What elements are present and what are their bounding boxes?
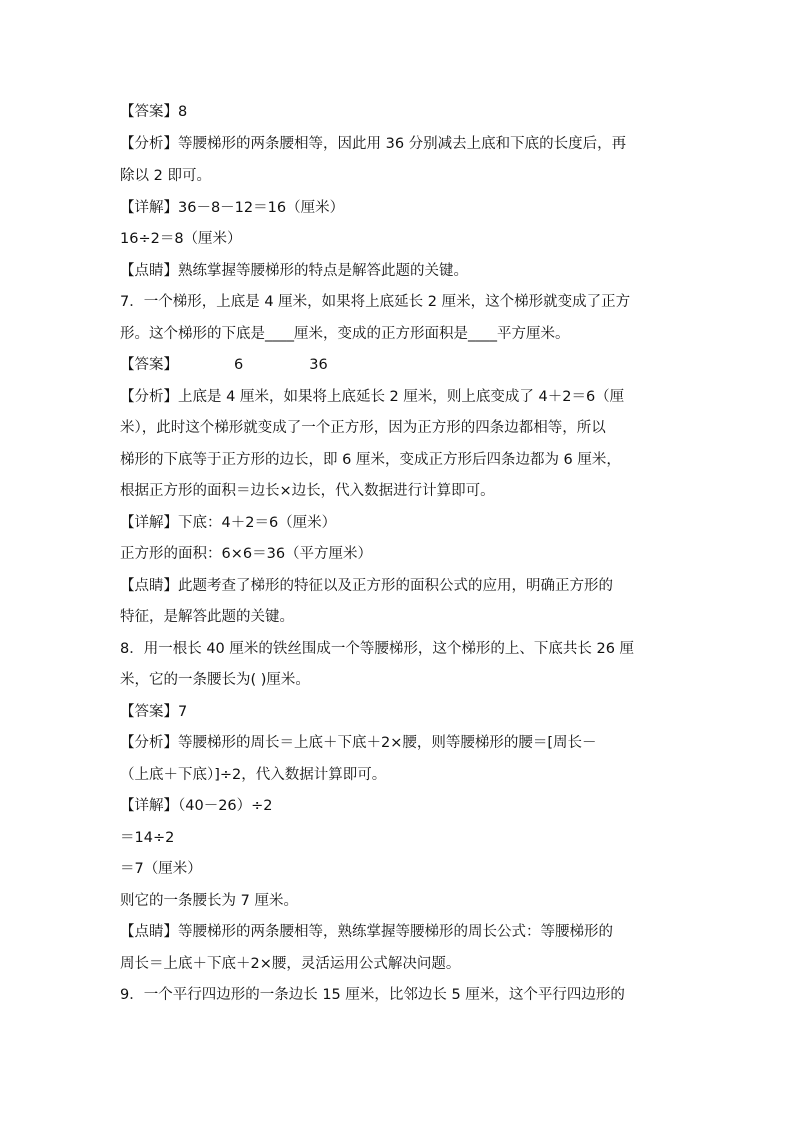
text-line: ＝14÷2: [120, 830, 175, 846]
text-line: 根据正方形的面积＝边长×边长，代入数据进行计算即可。: [120, 483, 495, 499]
text-line: 周长＝上底＋下底＋2×腰，灵活运用公式解决问题。: [120, 956, 461, 972]
text-line: 【点睛】等腰梯形的两条腰相等，熟练掌握等腰梯形的周长公式：等腰梯形的: [120, 924, 613, 940]
text-line: 特征，是解答此题的关键。: [120, 609, 294, 625]
text-line: 【点睛】此题考查了梯形的特征以及正方形的面积公式的应用，明确正方形的: [120, 578, 613, 594]
text-line: 【答案】8: [120, 104, 188, 120]
text-line: 【分析】等腰梯形的两条腰相等，因此用 36 分别减去上底和下底的长度后，再: [120, 136, 627, 152]
text-line: 16÷2＝8（厘米）: [120, 231, 242, 247]
text-line: 正方形的面积：6×6＝36（平方厘米）: [120, 546, 373, 562]
question-7-text: 形。这个梯形的下底是____厘米，变成的正方形面积是____平方厘米。: [120, 326, 570, 342]
question-9-text: 9．一个平行四边形的一条边长 15 厘米，比邻边长 5 厘米，这个平行四边形的: [120, 987, 625, 1003]
answer-line: [120, 355, 680, 375]
text-line: 梯形的下底等于正方形的边长，即 6 厘米，变成正方形后四条边都为 6 厘米，: [120, 452, 621, 468]
text-line: 米），此时这个梯形就变成了一个正方形，因为正方形的四条边都相等，所以: [120, 420, 606, 436]
answer-value-2: 36: [309, 357, 328, 373]
text-line: 【详解】（40－26）÷2: [120, 798, 273, 814]
question-8-text: 8．用一根长 40 厘米的铁丝围成一个等腰梯形，这个梯形的上、下底共长 26 厘: [120, 641, 635, 657]
text-line: 除以 2 即可。: [120, 168, 211, 184]
text-line: 【点睛】熟练掌握等腰梯形的特点是解答此题的关键。: [120, 263, 468, 279]
text-line: 则它的一条腰长为 7 厘米。: [120, 893, 298, 909]
answer-value-1: 6: [234, 357, 244, 373]
question-8-text: 米，它的一条腰长为( )厘米。: [120, 672, 310, 688]
question-7-text: 7．一个梯形，上底是 4 厘米，如果将上底延长 2 厘米，这个梯形就变成了正方: [120, 294, 631, 310]
text-line: 【详解】36－8－12＝16（厘米）: [120, 200, 345, 216]
text-line: 【分析】等腰梯形的周长＝上底＋下底＋2×腰，则等腰梯形的腰＝[周长－: [120, 735, 597, 751]
text-line: 【答案】7: [120, 704, 188, 720]
text-line: 【详解】下底：4＋2＝6（厘米）: [120, 515, 337, 531]
text-line: ＝7（厘米）: [120, 861, 202, 877]
text-line: 【分析】上底是 4 厘米，如果将上底延长 2 厘米，则上底变成了 4＋2＝6（厘: [120, 389, 625, 405]
answer-label: 【答案】: [120, 357, 178, 373]
text-line: （上底＋下底）]÷2，代入数据计算即可。: [120, 767, 387, 783]
